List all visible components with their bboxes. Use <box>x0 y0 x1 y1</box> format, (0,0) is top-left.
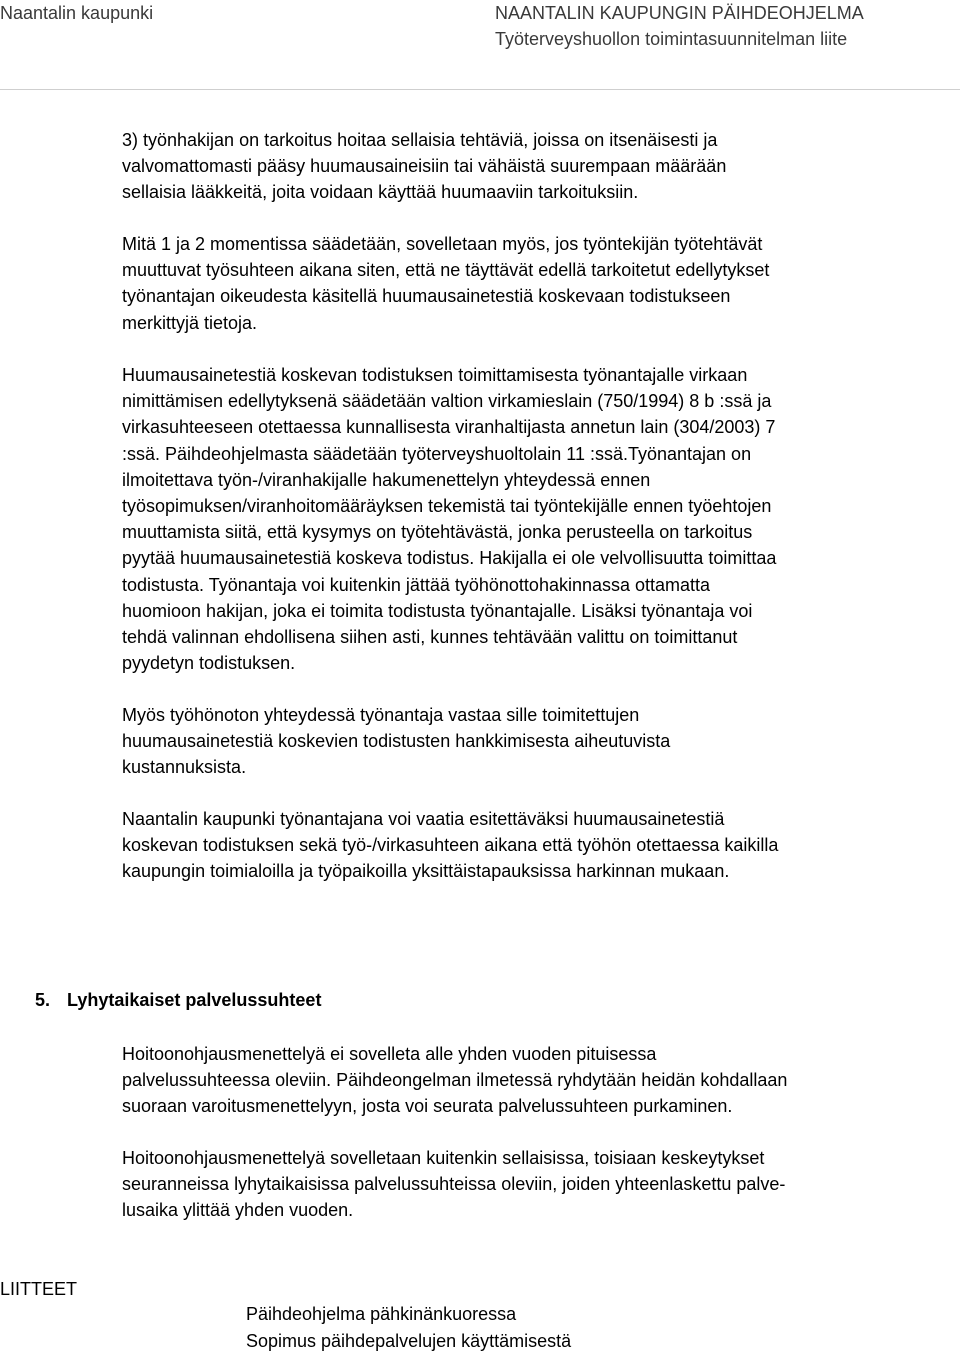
text-line: seuranneissa lyhytaikaisissa palvelussuhteissa oleviin, joiden yhteenlaskettu palve- <box>122 1174 786 1195</box>
section-title: Lyhytaikaiset palvelussuhteet <box>67 990 322 1010</box>
text-line: ilmoitettava työn-/viranhakijalle hakumenettelyn yhteydessä ennen <box>122 469 651 490</box>
paragraph-item-3 <box>122 127 960 206</box>
document-title: NAANTALIN KAUPUNGIN PÄIHDEOHJELMA <box>495 3 864 23</box>
text-line: palvelussuhteessa oleviin. Päihdeongelman ilmetessä ryhdytään heidän kohdallaan <box>122 1070 788 1091</box>
section-number: 5. <box>35 990 51 1010</box>
text-line: :ssä. Päihdeohjelmasta säädetään työterveyshuoltolain 11 :ssä.Työnantajan on <box>122 443 752 464</box>
text-line: kaupungin toimialoilla ja työpaikoilla yksittäistapauksissa harkinnan mukaan. <box>122 861 730 882</box>
text-line: muuttuvat työsuhteen aikana siten, että ne täyttävät edellä tarkoitetut edellytykset <box>122 260 770 281</box>
section-heading <box>35 987 321 1013</box>
text-line: Huumausainetestiä koskevan todistuksen toimittamisesta työnantajalle virkaan <box>122 365 748 385</box>
text-line: nimittämisen edellytyksenä säädetään valtion virkamieslain (750/1994) 8 b :ssä ja <box>122 391 772 412</box>
text-line: merkittyjä tietoja. <box>122 312 258 333</box>
text-line: lusaika ylittää yhden vuoden. <box>122 1200 354 1221</box>
text-line: kustannuksista. <box>122 757 247 778</box>
text-line: koskevan todistuksen sekä työ-/virkasuhteen aikana että työhön otettaessa kaikilla <box>122 835 779 856</box>
text-line: Hoitoonohjausmenettelyä ei sovelleta alle yhden vuoden pituisessa <box>122 1044 657 1064</box>
page-header-left <box>0 0 153 26</box>
paragraph-short-term-1 <box>122 1041 960 1120</box>
attachment-item: Sopimus päihdepalvelujen käyttämisestä <box>246 1331 572 1351</box>
text-line: Myös työhönoton yhteydessä työnantaja vastaa sille toimitettujen <box>122 705 640 725</box>
paragraph-short-term-2 <box>122 1145 960 1224</box>
text-line: valvomattomasti pääsy huumausaineisiin tai vähäistä suurempaan määrään <box>122 156 727 177</box>
document-subtitle: Työterveyshuollon toimintasuunnitelman liite <box>495 29 848 49</box>
attachment-item: Päihdeohjelma pähkinänkuoressa <box>246 1304 517 1324</box>
text-line: Hoitoonohjausmenettelyä sovelletaan kuitenkin sellaisissa, toisiaan keskeytykset <box>122 1148 765 1168</box>
text-line: suoraan varoitusmenettelyyn, josta voi seurata palvelussuhteen purkaminen. <box>122 1096 733 1117</box>
text-line: muuttamista siitä, että kysymys on työtehtävästä, jonka perusteella on tarkoitus <box>122 522 753 543</box>
text-line: tehdä valinnan ehdollisena siihen asti, kunnes tehtävään valittu on toimittanut <box>122 627 738 648</box>
header-divider <box>0 89 960 90</box>
text-line: 3) työnhakijan on tarkoitus hoitaa sellaisia tehtäviä, joissa on itsenäisesti ja <box>122 130 718 150</box>
text-line: huomioon hakijan, joka ei toimita todistusta työnantajalle. Lisäksi työnantaja voi <box>122 600 753 621</box>
page-header-right <box>495 0 864 52</box>
text-line: työnantajan oikeudesta käsitellä huumausainetestiä koskevaan todistukseen <box>122 286 731 307</box>
text-line: Naantalin kaupunki työnantajana voi vaatia esitettäväksi huumausainetestiä <box>122 809 725 829</box>
text-line: pyytää huumausainetestiä koskeva todistus. Hakijalla ei ole velvollisuutta toimittaa <box>122 548 777 569</box>
text-line: pyydetyn todistuksen. <box>122 653 296 674</box>
paragraph-municipality <box>122 806 960 885</box>
paragraph-legal-basis <box>122 362 960 676</box>
text-line: sellaisia lääkkeitä, joita voidaan käyttää huumaaviin tarkoituksiin. <box>122 182 639 203</box>
attachments-list <box>246 1301 571 1355</box>
text-line: todistusta. Työnantaja voi kuitenkin jättää työhönottohakinnassa ottamatta <box>122 574 711 595</box>
text-line: Mitä 1 ja 2 momentissa säädetään, sovelletaan myös, jos työntekijän työtehtävät <box>122 234 763 254</box>
attachments-label: LIITTEET <box>0 1279 78 1299</box>
text-line: työsopimuksen/viranhoitomääräyksen tekemistä tai työntekijälle ennen työehtojen <box>122 496 772 517</box>
organization-name: Naantalin kaupunki <box>0 3 154 23</box>
paragraph-scope <box>122 231 960 336</box>
paragraph-costs <box>122 702 960 781</box>
text-line: virkasuhteeseen otettaessa kunnallisesta viranhaltijasta annetun lain (304/2003) 7 <box>122 417 776 438</box>
text-line: huumausainetestiä koskevien todistusten hankkimisesta aiheutuvista <box>122 731 671 752</box>
